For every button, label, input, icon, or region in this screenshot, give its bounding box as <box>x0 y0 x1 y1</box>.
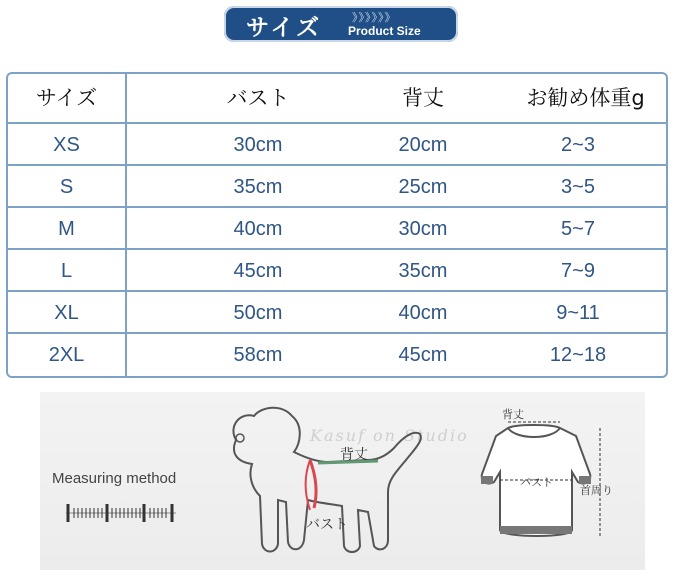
cell-length: 40cm <box>398 302 448 324</box>
cell-weight: 12~18 <box>549 344 607 366</box>
measuring-ruler-icon <box>62 500 182 526</box>
table-row <box>8 334 666 376</box>
cell-length: 35cm <box>398 260 448 282</box>
cell-weight: 3~5 <box>561 176 595 198</box>
measuring-method-label: Measuring method <box>52 470 177 487</box>
cell-bust: 35cm <box>233 176 283 198</box>
cell-bust: 58cm <box>233 344 283 366</box>
cell-length: 20cm <box>398 134 448 156</box>
table-row <box>8 166 666 208</box>
cell-size: S <box>59 176 74 198</box>
product-size-badge <box>224 6 458 42</box>
header-size: サイズ <box>35 86 98 110</box>
cell-weight: 5~7 <box>561 218 595 240</box>
header-back-length: 背丈 <box>402 86 444 110</box>
header-weight: お勧め体重g <box>526 86 645 110</box>
cell-weight: 9~11 <box>556 302 600 324</box>
table-row <box>8 250 666 292</box>
cell-size: XL <box>54 302 79 324</box>
table-row <box>8 292 666 334</box>
cell-length: 30cm <box>398 218 448 240</box>
cell-weight: 7~9 <box>561 260 595 282</box>
cell-length: 45cm <box>398 344 448 366</box>
cell-length: 25cm <box>398 176 448 198</box>
cell-size: L <box>60 260 73 282</box>
header-bust: バスト <box>226 86 290 110</box>
watermark-text: Kasuf on Studio <box>310 426 469 445</box>
cell-bust: 30cm <box>233 134 283 156</box>
size-table <box>6 72 668 378</box>
dog-back-label: 背丈 <box>340 447 368 463</box>
cell-bust: 45cm <box>233 260 283 282</box>
cell-weight: 2~3 <box>561 134 595 156</box>
shirt-neck-label: 首周り <box>580 484 613 497</box>
cell-size: XS <box>53 134 80 156</box>
cell-size: 2XL <box>48 344 85 366</box>
cell-size: M <box>58 218 75 240</box>
dog-bust-label: バスト <box>306 517 348 533</box>
table-row <box>8 124 666 166</box>
chevron-arrows-icon: 》》》》》》 <box>352 11 397 24</box>
table-header-row <box>8 74 666 124</box>
measuring-illustration <box>40 392 645 570</box>
shirt-back-label: 背丈 <box>502 408 524 421</box>
shirt-bust-label: バスト <box>520 476 553 489</box>
cell-bust: 40cm <box>233 218 283 240</box>
table-row <box>8 208 666 250</box>
badge-subtitle: Product Size <box>348 24 421 38</box>
dog-outline-icon <box>218 400 438 566</box>
badge-title: サイズ <box>246 15 323 41</box>
cell-bust: 50cm <box>233 302 283 324</box>
